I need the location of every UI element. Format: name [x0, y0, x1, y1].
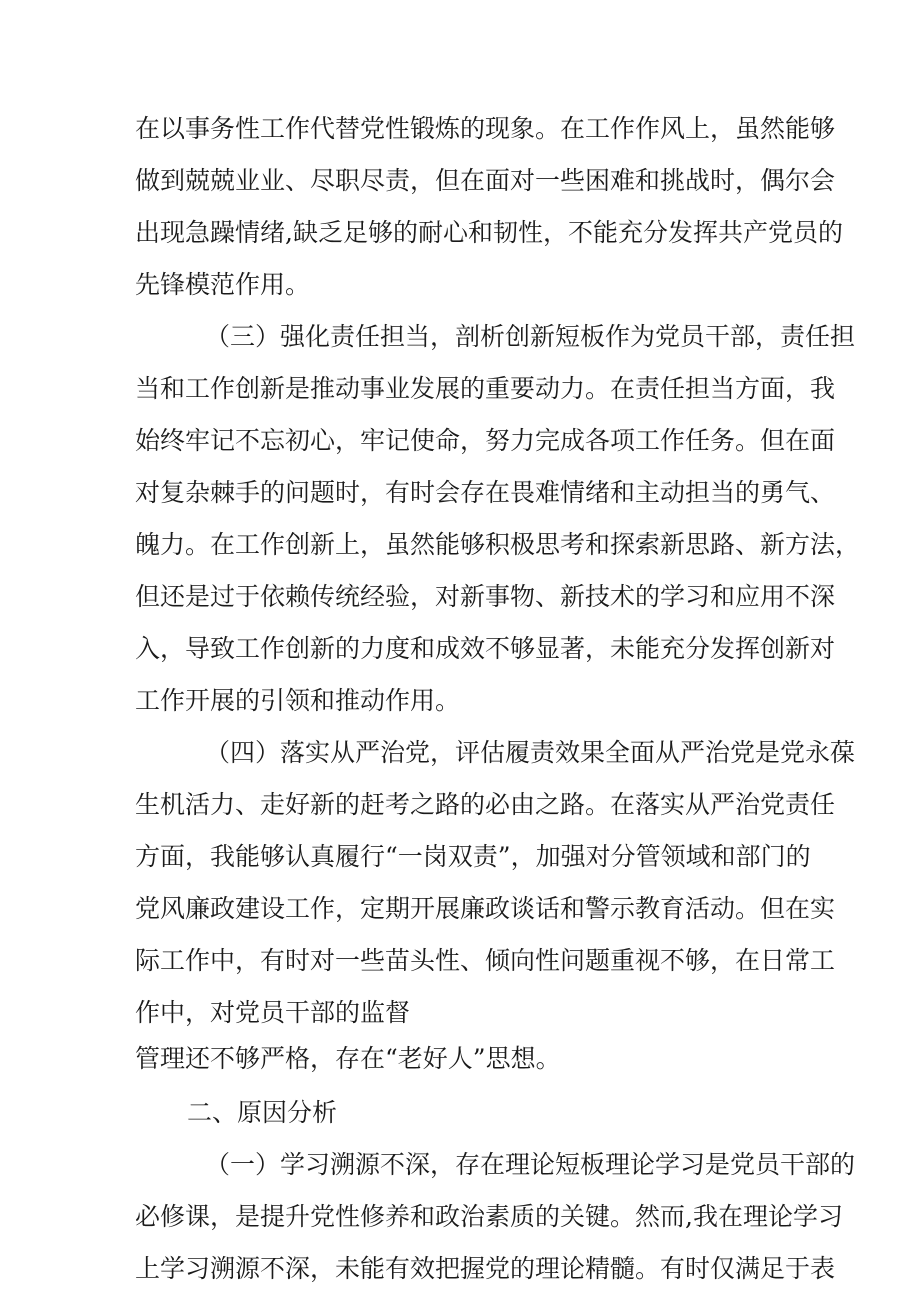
- paragraph-line: 对复杂棘手的问题时，有时会存在畏难情绪和主动担当的勇气、: [135, 478, 836, 507]
- chapter-heading: 二、原因分析: [187, 1098, 338, 1127]
- paragraph-line: 际工作中，有时对一些苗头性、倾向性问题重视不够，在日常工: [135, 946, 836, 975]
- paragraph-line: 方面，我能够认真履行“一岗双责”，加强对分管领域和部门的: [135, 842, 811, 871]
- paragraph-line: 生机活力、走好新的赶考之路的必由之路。在落实从严治党责任: [135, 790, 836, 819]
- paragraph-line: 当和工作创新是推动事业发展的重要动力。在责任担当方面，我: [135, 374, 836, 403]
- paragraph-line: 上学习溯源不深，未能有效把握党的理论精髓。有时仅满足于表: [135, 1254, 836, 1283]
- paragraph-line: 始终牢记不忘初心，牢记使命，努力完成各项工作任务。但在面: [135, 426, 836, 455]
- section-heading-line: （一）学习溯源不深，存在理论短板理论学习是党员干部的: [205, 1150, 856, 1179]
- paragraph-line: 做到兢兢业业、尽职尽责，但在面对一些困难和挑战时，偶尔会: [135, 166, 836, 195]
- paragraph-line: 在以事务性工作代替党性锻炼的现象。在工作作风上，虽然能够: [135, 114, 836, 143]
- paragraph-line: 魄力。在工作创新上，虽然能够积极思考和探索新思路、新方法，: [135, 530, 861, 559]
- paragraph-line: 工作开展的引领和推动作用。: [135, 686, 461, 715]
- paragraph-line: 党风廉政建设工作，定期开展廉政谈话和警示教育活动。但在实: [135, 894, 836, 923]
- paragraph-line: 作中，对党员干部的监督: [135, 998, 411, 1027]
- paragraph-line: 入，导致工作创新的力度和成效不够显著，未能充分发挥创新对: [135, 634, 836, 663]
- section-heading-line: （三）强化责任担当，剖析创新短板作为党员干部，责任担: [205, 322, 856, 351]
- paragraph-line: 必修课，是提升党性修养和政治素质的关键。然而,我在理论学习: [135, 1202, 843, 1231]
- paragraph-line: 管理还不够严格，存在“老好人”思想。: [135, 1044, 561, 1073]
- section-heading-line: （四）落实从严治党，评估履责效果全面从严治党是党永葆: [205, 738, 856, 767]
- paragraph-line: 出现急躁情绪,缺乏足够的耐心和韧性，不能充分发挥共产党员的: [135, 218, 843, 247]
- paragraph-line: 但还是过于依赖传统经验，对新事物、新技术的学习和应用不深: [135, 582, 836, 611]
- paragraph-line: 先锋模范作用。: [135, 270, 311, 299]
